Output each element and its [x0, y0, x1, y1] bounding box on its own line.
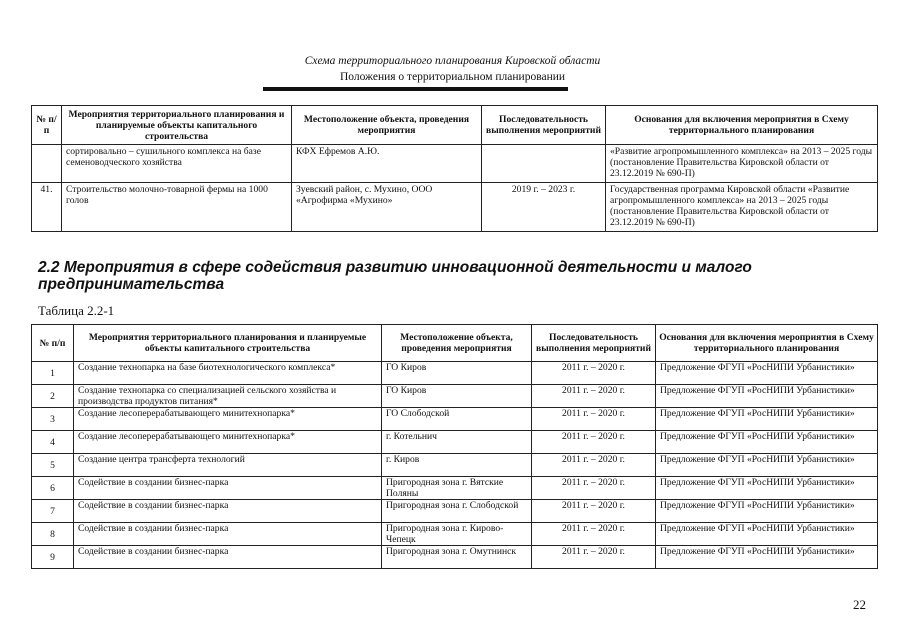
cell-location: Пригородная зона г. Кирово-Чепецк — [382, 523, 532, 546]
table-row — [32, 431, 878, 454]
cell-basis: Предложение ФГУП «РосНИПИ Урбанистики» — [656, 408, 878, 431]
header-rule — [263, 87, 568, 91]
cell-location: КФХ Ефремов А.Ю. — [292, 145, 482, 183]
cell-order: 2011 г. – 2020 г. — [532, 408, 656, 431]
col-header-measure: Мероприятия территориального планирования и планируемые объекты капитального строительства — [62, 106, 292, 145]
cell-num: 3 — [32, 408, 74, 431]
cell-measure: Строительство молочно-товарной фермы на 1000 голов — [62, 183, 292, 232]
table-row — [32, 183, 878, 232]
cell-num: 8 — [32, 523, 74, 546]
cell-num: 7 — [32, 500, 74, 523]
cell-order: 2011 г. – 2020 г. — [532, 477, 656, 500]
page-number: 22 — [853, 597, 866, 612]
cell-measure: Создание технопарка со специализацией сельского хозяйства и производства продуктов питания* — [74, 385, 382, 408]
cell-order: 2011 г. – 2020 г. — [532, 523, 656, 546]
table-continued — [31, 105, 878, 232]
col-header-order: Последовательность выполнения мероприятий — [532, 325, 656, 362]
cell-location: ГО Киров — [382, 385, 532, 408]
table-row — [32, 408, 878, 431]
col-header-basis: Основания для включения мероприятия в Схему территориального планирования — [606, 106, 878, 145]
cell-measure: сортировально – сушильного комплекса на базе семеноводческого хозяйства — [62, 145, 292, 183]
cell-measure: Содействие в создании бизнес-парка — [74, 523, 382, 546]
table-caption: Таблица 2.2-1 — [38, 303, 115, 318]
cell-location: Пригородная зона г. Слободской — [382, 500, 532, 523]
table-row — [32, 454, 878, 477]
cell-order: 2011 г. – 2020 г. — [532, 385, 656, 408]
cell-location: ГО Слободской — [382, 408, 532, 431]
section-heading: 2.2 Мероприятия в сфере содействия развитию инновационной деятельности и малого предпринимательства — [38, 259, 752, 293]
cell-location: ГО Киров — [382, 362, 532, 385]
cell-basis: Предложение ФГУП «РосНИПИ Урбанистики» — [656, 546, 878, 569]
cell-measure: Содействие в создании бизнес-парка — [74, 546, 382, 569]
cell-measure: Содействие в создании бизнес-парка — [74, 477, 382, 500]
table-header-row — [32, 106, 878, 145]
cell-location: Пригородная зона г. Омутнинск — [382, 546, 532, 569]
cell-num: 9 — [32, 546, 74, 569]
cell-location: г. Киров — [382, 454, 532, 477]
cell-num: 6 — [32, 477, 74, 500]
document-title: Схема территориального планирования Кировской области — [304, 55, 601, 67]
cell-order: 2011 г. – 2020 г. — [532, 500, 656, 523]
cell-num: 2 — [32, 385, 74, 408]
cell-num: 1 — [32, 362, 74, 385]
col-header-basis: Основания для включения мероприятия в Схему территориального планирования — [656, 325, 878, 362]
table-row — [32, 546, 878, 569]
col-header-num: № п/п — [32, 325, 74, 362]
table-row — [32, 500, 878, 523]
cell-basis: Предложение ФГУП «РосНИПИ Урбанистики» — [656, 431, 878, 454]
col-header-location: Местоположение объекта, проведения мероприятия — [292, 106, 482, 145]
table-row — [32, 523, 878, 546]
cell-basis: Предложение ФГУП «РосНИПИ Урбанистики» — [656, 385, 878, 408]
cell-basis: «Развитие агропромышленного комплекса» на 2013 – 2025 годы (постановление Правительства Кировской области от 23.12.2019 № 690-П) — [606, 145, 878, 183]
col-header-order: Последовательность выполнения мероприятий — [482, 106, 606, 145]
cell-measure: Создание лесоперерабатывающего минитехнопарка* — [74, 431, 382, 454]
cell-basis: Предложение ФГУП «РосНИПИ Урбанистики» — [656, 454, 878, 477]
cell-order: 2011 г. – 2020 г. — [532, 362, 656, 385]
cell-basis: Предложение ФГУП «РосНИПИ Урбанистики» — [656, 500, 878, 523]
cell-measure: Создание центра трансферта технологий — [74, 454, 382, 477]
col-header-measure: Мероприятия территориального планирования и планируемые объекты капитального строительства — [74, 325, 382, 362]
cell-measure: Создание лесоперерабатывающего минитехнопарка* — [74, 408, 382, 431]
cell-location: г. Котельнич — [382, 431, 532, 454]
cell-basis: Предложение ФГУП «РосНИПИ Урбанистики» — [656, 477, 878, 500]
cell-num — [32, 145, 62, 183]
table-2-2-1 — [31, 324, 878, 569]
cell-basis: Предложение ФГУП «РосНИПИ Урбанистики» — [656, 523, 878, 546]
cell-location: Зуевский район, с. Мухино, ООО «Агрофирма «Мухино» — [292, 183, 482, 232]
cell-measure: Содействие в создании бизнес-парка — [74, 500, 382, 523]
table-row — [32, 385, 878, 408]
cell-order: 2011 г. – 2020 г. — [532, 431, 656, 454]
cell-num: 41. — [32, 183, 62, 232]
col-header-location: Местоположение объекта, проведения мероприятия — [382, 325, 532, 362]
table-header-row — [32, 325, 878, 362]
cell-basis: Государственная программа Кировской области «Развитие агропромышленного комплекса» на 2013 – 2025 годы (постановление Правительства Кировской области от 23.12.2019 № 690-П) — [606, 183, 878, 232]
cell-num: 4 — [32, 431, 74, 454]
cell-order: 2019 г. – 2023 г. — [482, 183, 606, 232]
cell-num: 5 — [32, 454, 74, 477]
col-header-num: № п/п — [32, 106, 62, 145]
cell-location: Пригородная зона г. Вятские Поляны — [382, 477, 532, 500]
table-row — [32, 362, 878, 385]
cell-basis: Предложение ФГУП «РосНИПИ Урбанистики» — [656, 362, 878, 385]
document-subtitle: Положения о территориальном планировании — [339, 71, 566, 83]
table-row — [32, 145, 878, 183]
cell-order: 2011 г. – 2020 г. — [532, 546, 656, 569]
cell-measure: Создание технопарка на базе биотехнологического комплекса* — [74, 362, 382, 385]
table-row — [32, 477, 878, 500]
cell-order: 2011 г. – 2020 г. — [532, 454, 656, 477]
cell-order — [482, 145, 606, 183]
